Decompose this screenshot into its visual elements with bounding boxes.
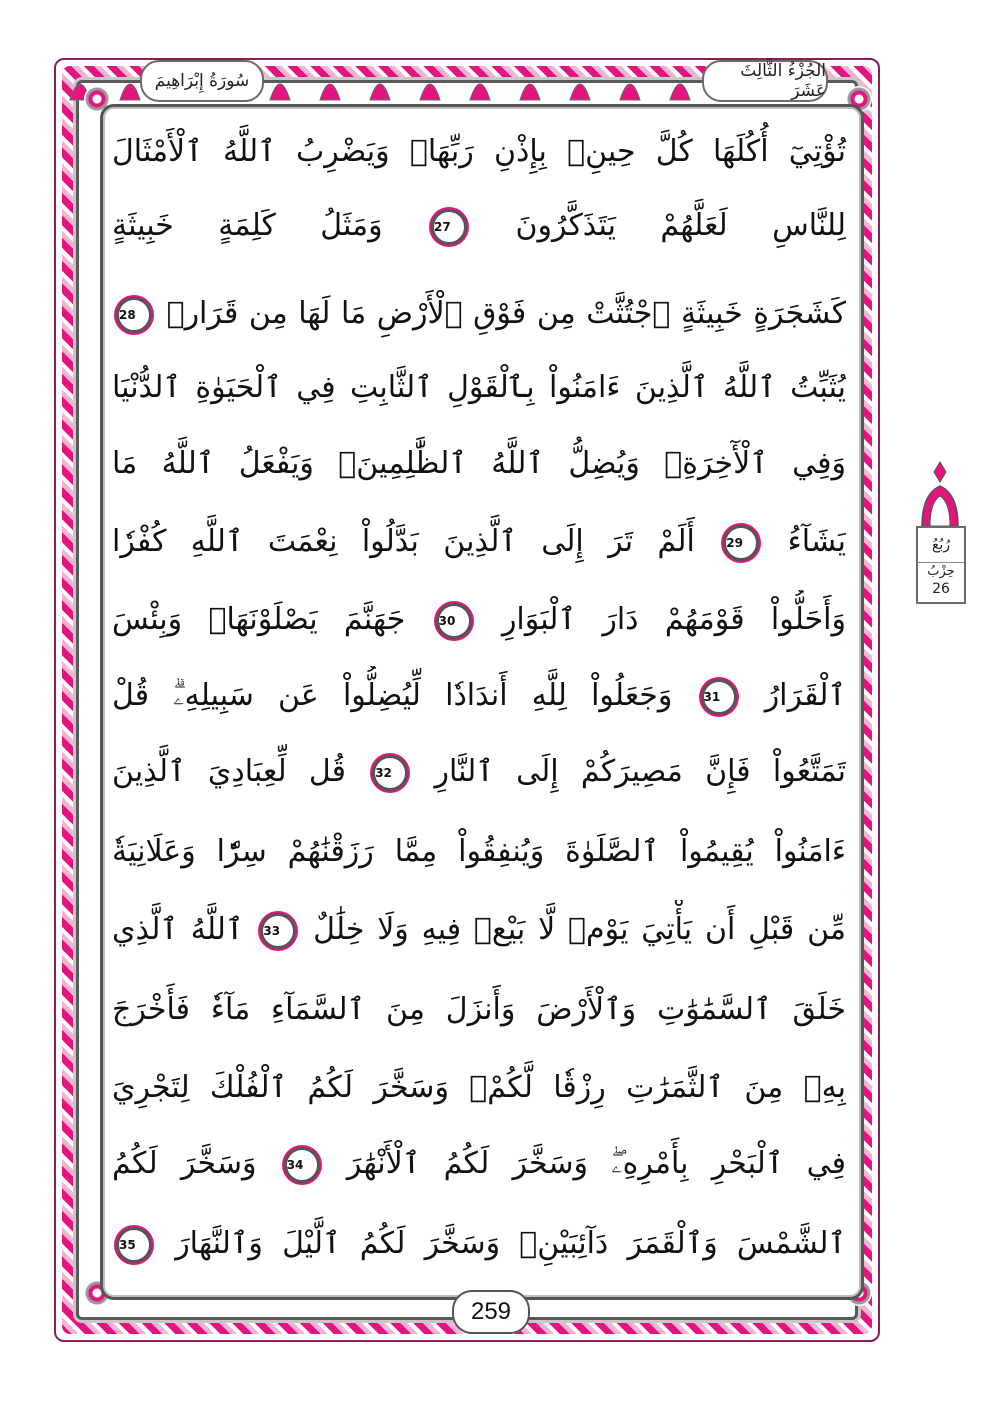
verse-line: [112, 666, 846, 726]
verse-line: [112, 284, 846, 344]
verse-line: [112, 1134, 846, 1194]
verse-text: مِّن قَبْلِ أَن يَأْتِيَ يَوْمٞ لَّا بَيْعٞ فِيهِ وَلَا خِلَٰلٌ: [313, 912, 846, 947]
ayah-number-marker: 34: [284, 1147, 320, 1183]
surah-title: [140, 60, 264, 102]
verse-line: [112, 1058, 846, 1118]
verse-text: ٱلْقَرَارُ: [764, 678, 846, 713]
verse-line: [112, 900, 846, 960]
page-number-text: 259: [470, 1298, 512, 1325]
verse-line: [112, 590, 846, 650]
ayah-number-marker: 35: [116, 1227, 152, 1263]
verse-text: فِي ٱلْبَحْرِ بِأَمْرِهِۦۖ وَسَخَّرَ لَكُمُ ٱلْأَنْهَٰرَ: [346, 1146, 846, 1181]
verse-line: [112, 122, 846, 182]
verse-text: خَلَقَ ٱلسَّمَٰوَٰتِ وَٱلْأَرْضَ وَأَنزَلَ مِنَ ٱلسَّمَآءِ مَآءٗ فَأَخْرَجَ: [112, 992, 846, 1027]
ayah-number-marker: 27: [431, 209, 467, 245]
ayah-number-marker: 29: [723, 525, 759, 561]
verse-text: وَمَثَلُ كَلِمَةٍ خَبِيثَةٍ: [112, 208, 383, 243]
verse-text: لِلنَّاسِ لَعَلَّهُمْ يَتَذَكَّرُونَ: [515, 208, 846, 243]
verse-text: وَجَعَلُواْ لِلَّهِ أَندَادٗا لِّيُضِلُّواْ عَن سَبِيلِهِۦۗ قُلْ: [112, 678, 673, 713]
verse-text: ٱلشَّمْسَ وَٱلْقَمَرَ دَآئِبَيْنِۖ وَسَخَّرَ لَكُمُ ٱلَّيْلَ وَٱلنَّهَارَ: [175, 1226, 846, 1261]
hizb-number: 26: [932, 581, 950, 597]
verse-line: [112, 1214, 846, 1274]
hizb-ornament-icon: [914, 460, 966, 530]
verse-line: [112, 742, 846, 802]
rub-label: رُبُعُ: [918, 528, 964, 563]
hizb-marker: [914, 460, 966, 604]
juz-title: [702, 60, 828, 102]
verse-text: قُل لِّعِبَادِيَ ٱلَّذِينَ: [112, 754, 346, 789]
verse-line: [112, 358, 846, 418]
verse-line: [112, 980, 846, 1040]
juz-label: الجُزْءُ الثَّالِثَ عَشَرَ: [740, 61, 826, 101]
verse-text: يَشَآءُ: [787, 524, 846, 559]
verse-text: وَسَخَّرَ لَكُمُ: [112, 1146, 257, 1181]
surah-label: سُورَةُ إِبْرَاهِيمَ: [154, 71, 250, 91]
verse-line: [112, 196, 846, 256]
verse-text: أَلَمْ تَرَ إِلَى ٱلَّذِينَ بَدَّلُواْ نِعْمَتَ ٱللَّهِ كُفْرٗا: [112, 524, 695, 559]
verse-text: وَفِي ٱلْأٓخِرَةِۖ وَيُضِلُّ ٱللَّهُ ٱلظَّٰلِمِينَۚ وَيَفْعَلُ ٱللَّهُ مَا: [112, 446, 846, 481]
verse-text: ٱللَّهُ ٱلَّذِي: [112, 912, 244, 947]
ayah-number-marker: 30: [436, 603, 472, 639]
verse-text: وَأَحَلُّواْ قَوْمَهُمْ دَارَ ٱلْبَوَارِ: [501, 602, 846, 637]
verse-text: كَشَجَرَةٍ خَبِيثَةٍ ٱجْتُثَّتْ مِن فَوْقِ ٱلْأَرْضِ مَا لَهَا مِن قَرَارٖ: [166, 296, 846, 331]
hizb-box: [916, 526, 966, 604]
verse-text: ءَامَنُواْ يُقِيمُواْ ٱلصَّلَوٰةَ وَيُنفِقُواْ مِمَّا رَزَقْنَٰهُمْ سِرّٗا وَعَلَانِيَةٗ: [112, 834, 846, 869]
verse-text: بِهِۦ مِنَ ٱلثَّمَرَٰتِ رِزْقٗا لَّكُمْۖ وَسَخَّرَ لَكُمُ ٱلْفُلْكَ لِتَجْرِيَ: [112, 1070, 846, 1105]
ayah-number-marker: 31: [701, 679, 737, 715]
ayah-number-marker: 33: [260, 913, 296, 949]
verse-line: [112, 434, 846, 494]
verse-text: جَهَنَّمَ يَصْلَوْنَهَاۖ وَبِئْسَ: [112, 602, 406, 637]
verse-line: [112, 512, 846, 572]
hizb-label: حِزْبُ: [927, 564, 955, 579]
ayah-number-marker: 28: [116, 297, 152, 333]
ayah-number-marker: 32: [372, 755, 408, 791]
verse-text: تُؤْتِيٓ أُكُلَهَا كُلَّ حِينِۭ بِإِذْنِ رَبِّهَاۗ وَيَضْرِبُ ٱللَّهُ ٱلْأَمْثَالَ: [112, 134, 846, 169]
verse-text: يُثَبِّتُ ٱللَّهُ ٱلَّذِينَ ءَامَنُواْ بِٱلْقَوْلِ ٱلثَّابِتِ فِي ٱلْحَيَوٰةِ ٱلدُّنْيَا: [112, 370, 846, 405]
page-number: [452, 1290, 530, 1334]
verse-line: [112, 822, 846, 882]
verse-text: تَمَتَّعُواْ فَإِنَّ مَصِيرَكُمْ إِلَى ٱلنَّارِ: [434, 754, 846, 789]
